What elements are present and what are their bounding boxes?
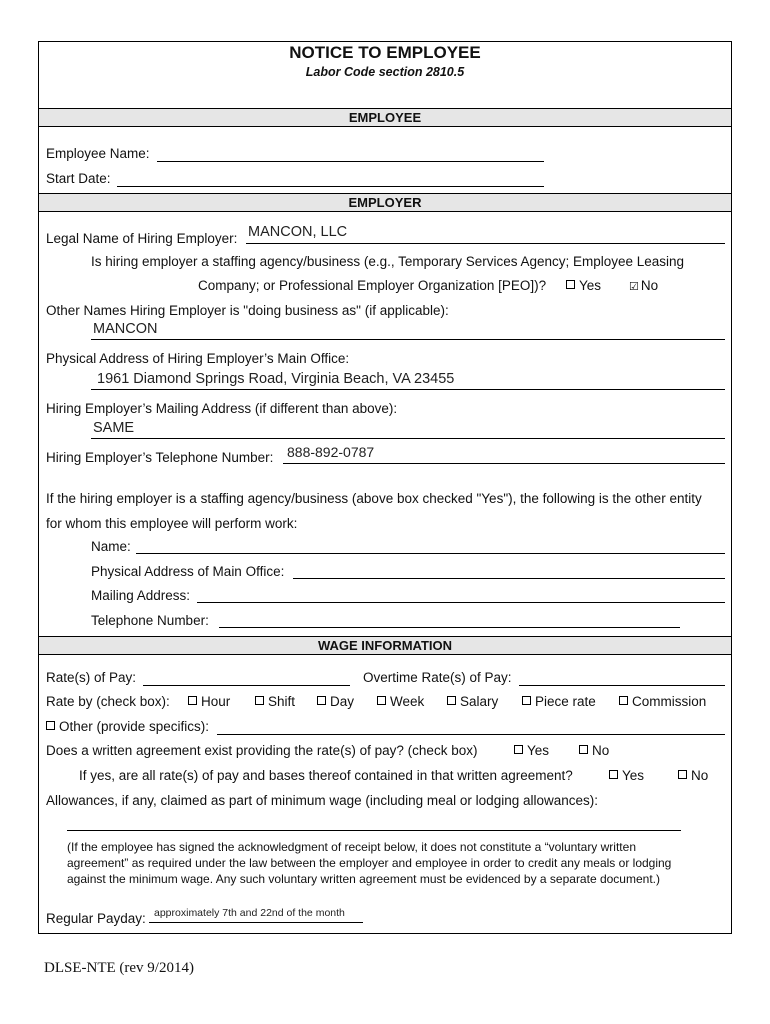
rate-week-option[interactable] (377, 694, 424, 709)
rate-piece-option[interactable] (522, 694, 596, 709)
rate-commission-option[interactable] (619, 694, 706, 709)
regular-payday-value[interactable]: approximately 7th and 22nd of the month (154, 907, 345, 919)
contained-yes-option[interactable] (609, 768, 644, 783)
start-date-label: Start Date: (46, 171, 111, 186)
staffing-no-option[interactable] (629, 278, 658, 293)
wage-section-heading: WAGE INFORMATION (39, 636, 731, 655)
address-field[interactable] (91, 389, 725, 390)
legal-name-field[interactable] (246, 243, 725, 244)
legal-name-label: Legal Name of Hiring Employer: (46, 231, 238, 246)
staffing-yes-checkbox[interactable] (566, 280, 575, 289)
rate-by-label: Rate by (check box): (46, 694, 170, 709)
other-mailing-field[interactable] (197, 602, 725, 603)
staffing-question-line1: Is hiring employer a staffing agency/business (e.g., Temporary Services Agency; Employee Leasing (91, 254, 685, 269)
mailing-address-field[interactable] (91, 438, 725, 439)
contained-no-option[interactable] (678, 768, 708, 783)
start-date-field[interactable] (117, 186, 544, 187)
rate-piece-checkbox[interactable] (522, 696, 531, 705)
rate-day-checkbox[interactable] (317, 696, 326, 705)
rates-of-pay-label: Rate(s) of Pay: (46, 670, 137, 685)
regular-payday-field[interactable] (149, 922, 363, 923)
rate-commission-label: Commission (632, 694, 707, 709)
rate-hour-option[interactable] (188, 694, 230, 709)
agreement-no-option[interactable] (579, 743, 609, 758)
other-address-field[interactable] (293, 578, 725, 579)
contained-yes-label: Yes (622, 768, 645, 783)
note-line-3: against the minimum wage. Any such voluntary written agreement must be evidenced by a separate document.) (67, 872, 660, 886)
staffing-yes-label: Yes (579, 278, 602, 293)
rate-hour-checkbox[interactable] (188, 696, 197, 705)
rate-other-label: Other (provide specifics): (59, 719, 210, 734)
legal-name-value[interactable]: MANCON, LLC (248, 224, 348, 240)
overtime-rates-field[interactable] (519, 685, 725, 686)
contained-no-checkbox[interactable] (678, 770, 687, 779)
form-revision-id: DLSE-NTE (rev 9/2014) (44, 960, 194, 976)
other-entity-text-line1: If the hiring employer is a staffing agency/business (above box checked "Yes"), the following is the other entity (46, 491, 702, 506)
other-name-field[interactable] (136, 553, 725, 554)
rate-salary-checkbox[interactable] (447, 696, 456, 705)
phone-value[interactable]: 888-892-0787 (287, 444, 375, 460)
rate-shift-label: Shift (268, 694, 296, 709)
allowances-label: Allowances, if any, claimed as part of minimum wage (including meal or lodging allowances): (46, 793, 599, 808)
rate-commission-checkbox[interactable] (619, 696, 628, 705)
form-title: NOTICE TO EMPLOYEE (289, 43, 481, 62)
rate-shift-option[interactable] (255, 694, 295, 709)
dba-field[interactable] (91, 339, 725, 340)
rate-day-option[interactable] (317, 694, 354, 709)
regular-payday-label: Regular Payday: (46, 911, 146, 926)
other-name-label: Name: (91, 539, 131, 554)
address-value[interactable]: 1961 Diamond Springs Road, Virginia Beach, VA 23455 (97, 371, 455, 387)
staffing-no-checkbox-checked[interactable]: ☑ (629, 281, 639, 293)
dba-label: Other Names Hiring Employer is "doing business as" (if applicable): (46, 303, 449, 318)
mailing-address-value[interactable]: SAME (93, 420, 135, 436)
other-address-label: Physical Address of Main Office: (91, 564, 285, 579)
staffing-yes-option[interactable] (566, 278, 601, 293)
rate-week-label: Week (390, 694, 425, 709)
agreement-yes-checkbox[interactable] (514, 745, 523, 754)
employee-name-field[interactable] (157, 161, 544, 162)
employer-section-heading: EMPLOYER (39, 193, 731, 212)
agreement-no-checkbox[interactable] (579, 745, 588, 754)
rate-shift-checkbox[interactable] (255, 696, 264, 705)
phone-field[interactable] (283, 463, 725, 464)
rate-piece-label: Piece rate (535, 694, 596, 709)
rate-other-checkbox[interactable] (46, 721, 55, 730)
rate-week-checkbox[interactable] (377, 696, 386, 705)
agreement-yes-label: Yes (527, 743, 550, 758)
note-line-2: agreement” as required under the law between the employer and employee in order to credit any meals or lodging (67, 856, 672, 870)
note-line-1: (If the employee has signed the acknowledgment of receipt below, it does not constitute a “voluntary written (67, 840, 636, 854)
contained-question: If yes, are all rate(s) of pay and bases thereof contained in that written agreement? (79, 768, 573, 783)
other-phone-field[interactable] (219, 627, 680, 628)
written-agreement-question: Does a written agreement exist providing the rate(s) of pay? (check box) (46, 743, 478, 758)
rates-of-pay-field[interactable] (143, 685, 350, 686)
notice-form (38, 41, 732, 934)
rate-other-option[interactable] (46, 719, 209, 734)
rate-salary-label: Salary (460, 694, 499, 709)
form-subtitle: Labor Code section 2810.5 (305, 65, 465, 79)
address-label: Physical Address of Hiring Employer’s Main Office: (46, 351, 350, 366)
staffing-question-line2: Company; or Professional Employer Organization [PEO])? (198, 278, 547, 293)
other-phone-label: Telephone Number: (91, 613, 209, 628)
staffing-no-label: No (640, 278, 659, 293)
mailing-address-label: Hiring Employer’s Mailing Address (if different than above): (46, 401, 398, 416)
contained-yes-checkbox[interactable] (609, 770, 618, 779)
allowances-field[interactable] (67, 830, 681, 831)
employee-section-heading: EMPLOYEE (39, 108, 731, 127)
rate-salary-option[interactable] (447, 694, 498, 709)
rate-other-field[interactable] (217, 734, 725, 735)
phone-label: Hiring Employer’s Telephone Number: (46, 450, 274, 465)
dba-value[interactable]: MANCON (93, 321, 158, 337)
employee-name-label: Employee Name: (46, 146, 150, 161)
acknowledgment-note (67, 839, 671, 887)
contained-no-label: No (691, 768, 709, 783)
rate-hour-label: Hour (201, 694, 231, 709)
agreement-no-label: No (592, 743, 610, 758)
other-entity-text-line2: for whom this employee will perform work: (46, 516, 298, 531)
rate-day-label: Day (330, 694, 355, 709)
other-mailing-label: Mailing Address: (91, 588, 191, 603)
overtime-rates-label: Overtime Rate(s) of Pay: (363, 670, 512, 685)
agreement-yes-option[interactable] (514, 743, 549, 758)
